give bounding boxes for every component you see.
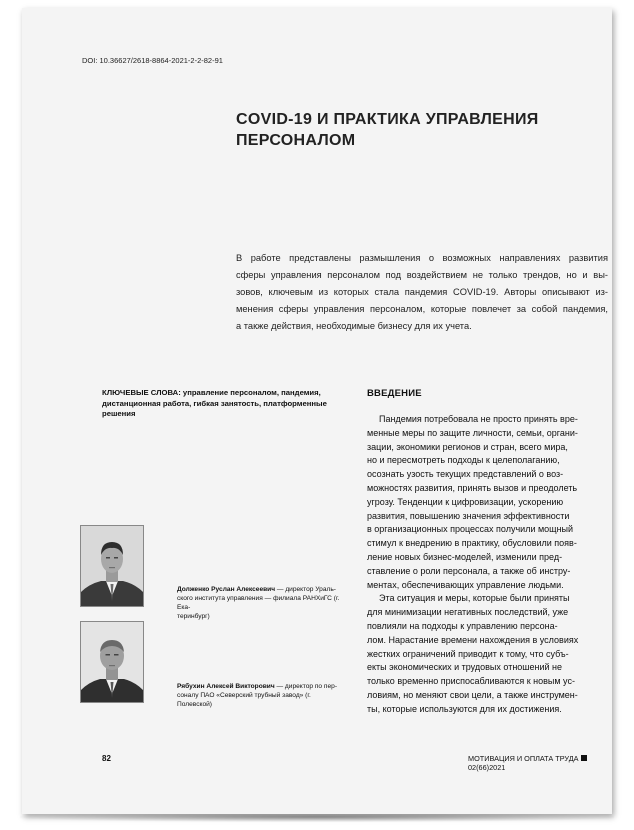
section-heading: ВВЕДЕНИЕ (367, 388, 422, 399)
article-title (236, 109, 596, 151)
body-line: жестких ограничений приводит к тому, что субъ- (367, 648, 569, 659)
title-line-2: ПЕРСОНАЛОМ (236, 132, 356, 149)
abstract-line: В работе представлены размышления о возможных направлениях развития (236, 253, 608, 263)
author-caption-line: ского института управления — филиала РАНХиГС (г. Ека- (177, 595, 340, 611)
body-line: стимул к внедрению в практику, обусловили появ- (367, 538, 577, 549)
body-text (367, 413, 607, 717)
body-line: лом. Нарастание времени нахождения в условиях (367, 634, 579, 645)
body-line: ты, которые используются для их достижения. (367, 703, 562, 714)
portrait-2 (81, 622, 143, 702)
body-line: зации, экономики регионов и стран, всего мира, (367, 441, 568, 452)
body-line: ментах, обеспечивающих управление людьми. (367, 579, 564, 590)
author-name-2: Рябухин Алексей Викторович (177, 683, 275, 690)
body-line: повлияли на подходы к управлению персона- (367, 620, 558, 631)
body-line: екты экономических и трудовых отношений не (367, 662, 563, 673)
journal-page (22, 8, 612, 814)
abstract (236, 250, 608, 335)
keywords-line: КЛЮЧЕВЫЕ СЛОВА: управление персоналом, пандемия, (102, 388, 321, 397)
author-name-1: Долженко Руслан Алексеевич (177, 586, 276, 593)
abstract-line: сферы управления персоналом под воздействием не только трендов, но и вы- (236, 270, 608, 280)
author-photo-1 (80, 525, 144, 607)
body-line: Пандемия потребовала не просто принять вре- (379, 414, 578, 424)
journal-footer (468, 754, 612, 772)
author-role-1: — директор Ураль- (275, 586, 336, 593)
author-caption-line: теринбург) (177, 613, 210, 620)
body-line: можностях развития, принять вызов и преодолеть (367, 482, 578, 493)
abstract-line: зовов, ключевым из которых стала пандемия COVID-19. Авторы описывают из- (236, 287, 608, 297)
keywords-line: дистанционная работа, гибкая занятость, платформенные (102, 398, 327, 408)
body-line: Эта ситуация и меры, которые были приняты (379, 593, 570, 604)
body-line: только временно приспосабливаются к новым ус- (367, 676, 575, 687)
keywords (102, 388, 334, 420)
body-line: угрозу. Тенденции к цифровизации, ускорению (367, 496, 564, 507)
doi-line: DOI: 10.36627/2618-8864-2021-2-2-82-91 (82, 56, 223, 65)
body-line: ление новых бизнес-моделей, изменили пред- (367, 551, 563, 562)
body-line: ставление о роли персонала, а также об инстру- (367, 565, 571, 576)
keywords-line: решения (102, 409, 136, 418)
author-caption-1 (177, 585, 347, 621)
body-line: но и пересмотреть подходы к целеполаганию, (367, 455, 560, 466)
author-photo-2 (80, 621, 144, 703)
author-caption-2 (177, 682, 347, 709)
body-line: для минимизации негативных последствий, уже (367, 607, 569, 618)
body-line: ловиям, но меняют свои цели, а также инструмен- (367, 689, 578, 700)
journal-name: МОТИВАЦИЯ И ОПЛАТА ТРУДА (468, 754, 579, 763)
abstract-line: а также действия, необходимые бизнесу для их учета. (236, 321, 472, 331)
page-number: 82 (102, 754, 111, 763)
body-line: развития, повышению значения эффективности (367, 510, 570, 521)
portrait-1 (81, 526, 143, 606)
journal-issue: 02(66)2021 (468, 763, 506, 772)
body-line: в организационных процессах получили мощный (367, 524, 574, 535)
author-role-2: — директор по пер- (274, 683, 338, 690)
body-line: осознать узость текущих представлений о воз- (367, 469, 564, 480)
body-line: менные меры по защите личности, семьи, органи- (367, 427, 578, 438)
author-caption-line: соналу ПАО «Северский трубный завод» (г. Полевской) (177, 692, 311, 708)
abstract-line: менения сферы управления персоналом, которые повлечет за собой пандемия, (236, 304, 608, 314)
title-line-1: COVID-19 И ПРАКТИКА УПРАВЛЕНИЯ (236, 111, 539, 128)
square-bullet-icon (581, 755, 587, 761)
